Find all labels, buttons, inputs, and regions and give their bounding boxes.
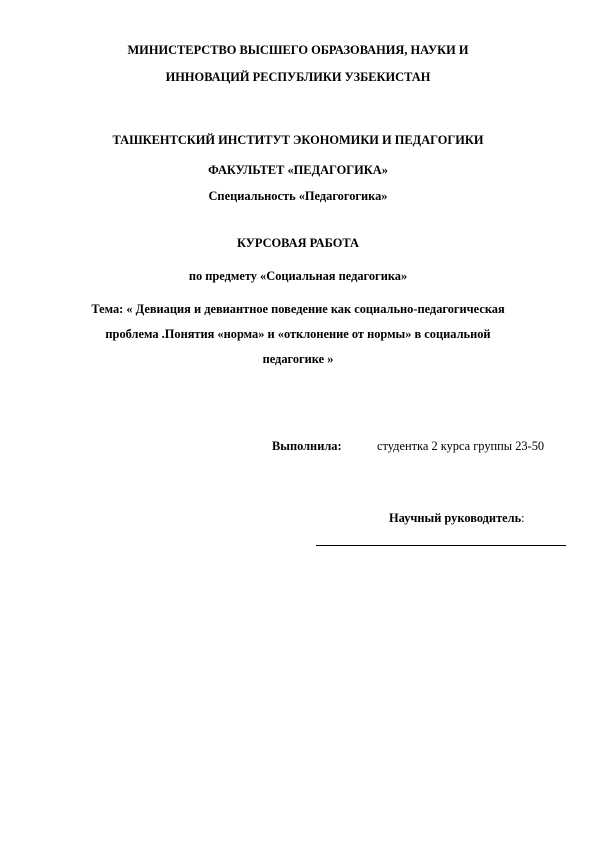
author-label: Выполнила:: [272, 439, 342, 453]
topic-line-3: педагогике »: [262, 352, 334, 366]
institute-name: ТАШКЕНТСКИЙ ИНСТИТУТ ЭКОНОМИКИ И ПЕДАГОГИКИ: [112, 133, 484, 147]
faculty-name: ФАКУЛЬТЕТ «ПЕДАГОГИКА»: [208, 163, 388, 177]
topic-line-1: Тема: « Девиация и девиантное поведение как социально-педагогическая: [91, 302, 505, 316]
subject-line: по предмету «Социальная педагогика»: [188, 269, 408, 283]
supervisor-label: Научный руководитель: [389, 511, 522, 525]
topic-line-2: проблема .Понятия «норма» и «отклонение от нормы» в социальной: [105, 327, 491, 341]
author-value: студентка 2 курса группы 23-50: [377, 439, 545, 453]
ministry-line-1: МИНИСТЕРСТВО ВЫСШЕГО ОБРАЗОВАНИЯ, НАУКИ И: [127, 43, 469, 57]
supervisor-line: [389, 512, 525, 524]
specialty-name: Специальность «Педагогогика»: [208, 189, 388, 203]
work-type: КУРСОВАЯ РАБОТА: [237, 236, 359, 250]
supervisor-colon: :: [521, 511, 525, 525]
ministry-line-2: ИННОВАЦИЙ РЕСПУБЛИКИ УЗБЕКИСТАН: [165, 70, 431, 84]
supervisor-signature-line: [316, 545, 566, 546]
